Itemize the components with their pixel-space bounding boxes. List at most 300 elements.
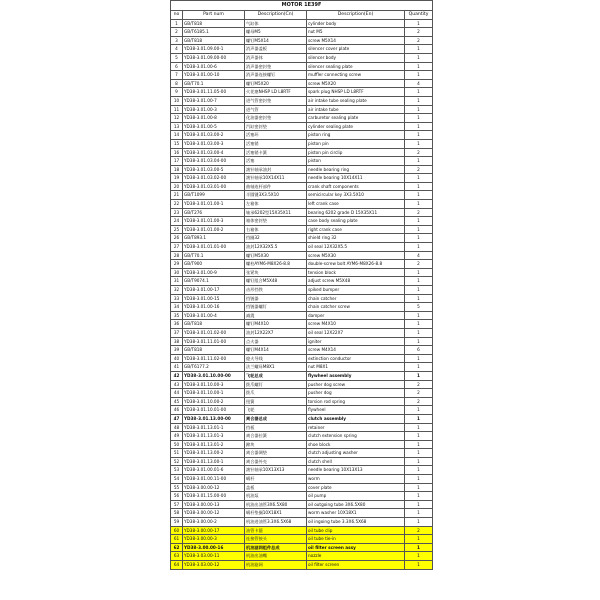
table-row — [171, 234, 433, 243]
cell-description-en: bearing 6202 grade D 15X35X11 — [307, 208, 405, 217]
cell-no: 17 — [171, 157, 183, 166]
cell-description-cn: 机油出油管3X6.5X80 — [245, 500, 307, 509]
cell-quantity: 1 — [405, 191, 433, 200]
cell-no: 43 — [171, 380, 183, 389]
cell-description-en: spiked bumper — [307, 286, 405, 295]
cell-part-num: YD38-3.01.11.02-00 — [183, 354, 245, 363]
parts-table — [170, 0, 433, 570]
cell-quantity: 1 — [405, 414, 433, 423]
cell-no: 57 — [171, 500, 183, 509]
cell-description-en: oil pump — [307, 492, 405, 501]
cell-description-cn: 熄火导线 — [245, 354, 307, 363]
cell-description-en: oil tube clip — [307, 526, 405, 535]
cell-quantity: 1 — [405, 45, 433, 54]
cell-no: 30 — [171, 268, 183, 277]
table-row — [171, 277, 433, 286]
header-no: no — [171, 11, 183, 20]
table-row — [171, 389, 433, 398]
cell-part-num: YD38-3.01.01.00-1 — [183, 200, 245, 209]
cell-description-cn: 法兰螺母M8X1 — [245, 363, 307, 372]
cell-no: 58 — [171, 509, 183, 518]
cell-no: 4 — [171, 45, 183, 54]
cell-description-cn: 离合器拉簧 — [245, 432, 307, 441]
cell-description-cn: 消声器密封垫 — [245, 62, 307, 71]
cell-quantity: 6 — [405, 346, 433, 355]
cell-no: 27 — [171, 243, 183, 252]
cell-no: 21 — [171, 191, 183, 200]
cell-part-num: YD38-3.01.03.02-00 — [183, 174, 245, 183]
cell-part-num: YD38-3.00.00-12 — [183, 509, 245, 518]
table-row — [171, 328, 433, 337]
cell-description-cn: 挡链器 — [245, 294, 307, 303]
header-description-cn: Description(Cn) — [245, 11, 307, 20]
cell-part-num: YD38-3.01.11.01-00 — [183, 337, 245, 346]
cell-part-num: YD38-3.01.01.01-00 — [183, 243, 245, 252]
cell-no: 22 — [171, 200, 183, 209]
cell-quantity: 1 — [405, 371, 433, 380]
cell-no: 9 — [171, 88, 183, 97]
cell-description-en: igniter — [307, 337, 405, 346]
cell-description-cn: 张紧块 — [245, 268, 307, 277]
cell-description-en: screw M4X14 — [307, 346, 405, 355]
cell-part-num: YD38-3.01.11.05-00 — [183, 88, 245, 97]
cell-part-num: YD38-3.01.13.00-00 — [183, 414, 245, 423]
table-row — [171, 518, 433, 527]
cell-quantity: 2 — [405, 260, 433, 269]
cell-no: 39 — [171, 346, 183, 355]
cell-part-num: YD38-3.01.00-9 — [183, 268, 245, 277]
cell-description-en: retainer — [307, 423, 405, 432]
header-part-num: Part num — [183, 11, 245, 20]
cell-description-cn: 右箱体 — [245, 225, 307, 234]
cell-description-cn: 活塞环 — [245, 131, 307, 140]
table-row — [171, 457, 433, 466]
table-row — [171, 200, 433, 209]
cell-part-num: YD38-3.01.00-5 — [183, 122, 245, 131]
cell-quantity: 1 — [405, 500, 433, 509]
cell-quantity: 1 — [405, 328, 433, 337]
cell-quantity: 1 — [405, 475, 433, 484]
cell-description-cn: 机油出油嘴 — [245, 552, 307, 561]
cell-quantity: 1 — [405, 19, 433, 28]
table-row — [171, 243, 433, 252]
table-row — [171, 363, 433, 372]
cell-description-cn: 火花塞NHSP LD L8RTF — [245, 88, 307, 97]
cell-description-en: carburetor sealing plate — [307, 114, 405, 123]
cell-description-en: nut M5 — [307, 28, 405, 37]
cell-part-num: YD38-3.01.00.11-00 — [183, 475, 245, 484]
cell-no: 36 — [171, 320, 183, 329]
cell-no: 38 — [171, 337, 183, 346]
table-row — [171, 148, 433, 157]
cell-quantity: 1 — [405, 311, 433, 320]
cell-part-num: GB/T818 — [183, 320, 245, 329]
table-row — [171, 526, 433, 535]
cell-no: 23 — [171, 208, 183, 217]
cell-description-cn: 消声器体 — [245, 53, 307, 62]
table-row — [171, 449, 433, 458]
cell-no: 44 — [171, 389, 183, 398]
cell-no: 2 — [171, 28, 183, 37]
cell-no: 12 — [171, 114, 183, 123]
cell-description-cn: 拨爪 — [245, 389, 307, 398]
cell-description-cn: 滚针轴承10X13X13 — [245, 466, 307, 475]
cell-part-num: YD38-3.01.01.00-2 — [183, 225, 245, 234]
cell-quantity: 1 — [405, 457, 433, 466]
cell-description-en: silencer cover plate — [307, 45, 405, 54]
table-row — [171, 509, 433, 518]
table-row — [171, 543, 433, 552]
cell-part-num: GB/T6185.1 — [183, 28, 245, 37]
cell-part-num: YD38-3.01.00.01-6 — [183, 466, 245, 475]
cell-part-num: YD38-3.01.00-17 — [183, 286, 245, 295]
cell-quantity: 1 — [405, 432, 433, 441]
cell-description-cn: 蹄块 — [245, 440, 307, 449]
cell-description-cn: 机油泵 — [245, 492, 307, 501]
cell-description-cn: 螺钉组合M5X48 — [245, 277, 307, 286]
cell-part-num: GB/T818 — [183, 346, 245, 355]
cell-description-en: chain catcher — [307, 294, 405, 303]
table-row — [171, 105, 433, 114]
cell-part-num: YD38-3.01.09.00-1 — [183, 45, 245, 54]
cell-quantity: 1 — [405, 552, 433, 561]
cell-quantity: 2 — [405, 389, 433, 398]
cell-description-en: shoe block — [307, 440, 405, 449]
cell-part-num: YD38-3.01.03.00-4 — [183, 148, 245, 157]
table-row — [171, 475, 433, 484]
cell-quantity: 2 — [405, 28, 433, 37]
cell-description-en: spark plug NHSP LD L8RTF — [307, 88, 405, 97]
cell-part-num: YD38-3.00.00-16 — [183, 543, 245, 552]
cell-description-cn: 离合器总成 — [245, 414, 307, 423]
cell-no: 16 — [171, 148, 183, 157]
cell-description-cn: 进气管 — [245, 105, 307, 114]
cell-no: 7 — [171, 71, 183, 80]
cell-description-en: semicircular key 3X3.5X10 — [307, 191, 405, 200]
cell-description-en: oil filter screen assy — [307, 543, 405, 552]
cell-description-en: silencer body — [307, 53, 405, 62]
cell-part-num: YD38-3.01.00-10 — [183, 71, 245, 80]
cell-description-en: pusher dog — [307, 389, 405, 398]
table-row — [171, 320, 433, 329]
table-row — [171, 53, 433, 62]
cell-description-cn: 油封12X32X5.5 — [245, 243, 307, 252]
cell-quantity: 1 — [405, 337, 433, 346]
cell-description-en: air intake tube — [307, 105, 405, 114]
cell-description-en: shield ring 32 — [307, 234, 405, 243]
table-row — [171, 466, 433, 475]
cell-no: 49 — [171, 432, 183, 441]
cell-quantity: 1 — [405, 535, 433, 544]
cell-description-cn: 化油器密封垫 — [245, 114, 307, 123]
table-row — [171, 45, 433, 54]
cell-quantity: 1 — [405, 217, 433, 226]
cell-description-cn: 消声器盖板 — [245, 45, 307, 54]
cell-quantity: 1 — [405, 492, 433, 501]
table-row — [171, 294, 433, 303]
table-row — [171, 191, 433, 200]
cell-no: 41 — [171, 363, 183, 372]
cell-part-num: YD38-3.01.03.00-3 — [183, 139, 245, 148]
cell-description-en: worm washer 10X18X1 — [307, 509, 405, 518]
cell-part-num: YD38-3.01.00-4 — [183, 311, 245, 320]
cell-quantity: 1 — [405, 518, 433, 527]
cell-description-en: damper — [307, 311, 405, 320]
cell-description-cn: 飞轮 — [245, 406, 307, 415]
cell-quantity: 1 — [405, 122, 433, 131]
table-row — [171, 500, 433, 509]
cell-no: 24 — [171, 217, 183, 226]
cell-description-cn: 螺母M5 — [245, 28, 307, 37]
cell-description-en: cylinder sealing plate — [307, 122, 405, 131]
cell-description-cn: 滚针轴承油封 — [245, 165, 307, 174]
cell-no: 19 — [171, 174, 183, 183]
cell-description-en: worm — [307, 475, 405, 484]
cell-no: 8 — [171, 79, 183, 88]
table-row — [171, 561, 433, 570]
cell-description-en: torsion rod spring — [307, 397, 405, 406]
cell-quantity: 2 — [405, 165, 433, 174]
cell-description-cn: 螺钉M5X20 — [245, 79, 307, 88]
cell-quantity: 1 — [405, 96, 433, 105]
cell-quantity: 1 — [405, 294, 433, 303]
cell-description-cn: 滚针轴承10X14X11 — [245, 174, 307, 183]
cell-description-cn: 活塞销 — [245, 139, 307, 148]
cell-description-en: piston pin circlip — [307, 148, 405, 157]
cell-part-num: YD38-3.00.00-12 — [183, 483, 245, 492]
cell-quantity: 1 — [405, 406, 433, 415]
cell-no: 20 — [171, 182, 183, 191]
cell-quantity: 1 — [405, 561, 433, 570]
cell-description-cn: 机油滤网组件总成 — [245, 543, 307, 552]
cell-part-num: GB/T893.1 — [183, 234, 245, 243]
cell-quantity: 1 — [405, 423, 433, 432]
parts-list-sheet — [170, 0, 432, 600]
table-row — [171, 182, 433, 191]
cell-description-en: cover plate — [307, 483, 405, 492]
cell-description-en: oil seal 12X22X7 — [307, 328, 405, 337]
cell-quantity: 1 — [405, 234, 433, 243]
cell-quantity: 1 — [405, 88, 433, 97]
table-row — [171, 303, 433, 312]
table-row — [171, 371, 433, 380]
cell-no: 63 — [171, 552, 183, 561]
table-row — [171, 286, 433, 295]
cell-quantity: 1 — [405, 53, 433, 62]
cell-part-num: YD38-3.03.00-11 — [183, 552, 245, 561]
cell-no: 29 — [171, 260, 183, 269]
table-row — [171, 311, 433, 320]
cell-description-en: screw M5X30 — [307, 251, 405, 260]
cell-part-num: GB/T818 — [183, 36, 245, 45]
cell-description-cn: 汽缸密封垫 — [245, 122, 307, 131]
table-row — [171, 552, 433, 561]
cell-no: 6 — [171, 62, 183, 71]
table-row — [171, 174, 433, 183]
cell-description-en: clutch extension spring — [307, 432, 405, 441]
cell-quantity: 4 — [405, 79, 433, 88]
table-row — [171, 139, 433, 148]
cell-quantity: 1 — [405, 466, 433, 475]
table-row — [171, 62, 433, 71]
table-row — [171, 165, 433, 174]
cell-no: 46 — [171, 406, 183, 415]
table-row — [171, 440, 433, 449]
cell-no: 54 — [171, 475, 183, 484]
cell-no: 31 — [171, 277, 183, 286]
cell-quantity: 1 — [405, 268, 433, 277]
cell-description-cn: 活塞 — [245, 157, 307, 166]
cell-part-num: YD38-3.01.13.00-2 — [183, 449, 245, 458]
cell-part-num: YD38-3.00.00-17 — [183, 526, 245, 535]
cell-description-en: needle bearing ring — [307, 165, 405, 174]
cell-no: 25 — [171, 225, 183, 234]
cell-description-en: screw M4X10 — [307, 320, 405, 329]
table-row — [171, 432, 433, 441]
cell-no: 14 — [171, 131, 183, 140]
cell-quantity: 1 — [405, 105, 433, 114]
cell-part-num: YD38-3.01.10.00-00 — [183, 371, 245, 380]
cell-description-en: oil seal 12X32X5.5 — [307, 243, 405, 252]
cell-quantity: 1 — [405, 543, 433, 552]
table-row — [171, 131, 433, 140]
cell-quantity: 1 — [405, 114, 433, 123]
cell-quantity: 1 — [405, 174, 433, 183]
table-row — [171, 71, 433, 80]
cell-description-en: screw M5X20 — [307, 79, 405, 88]
cell-quantity: 1 — [405, 131, 433, 140]
cell-no: 18 — [171, 165, 183, 174]
table-row — [171, 225, 433, 234]
cell-part-num: YD38-3.01.03.00-5 — [183, 165, 245, 174]
table-row — [171, 535, 433, 544]
title-row — [171, 1, 433, 11]
cell-description-en: oil tube tie-in — [307, 535, 405, 544]
cell-no: 11 — [171, 105, 183, 114]
cell-no: 61 — [171, 535, 183, 544]
cell-description-cn: 扭簧 — [245, 397, 307, 406]
cell-description-cn: 机油滤网 — [245, 561, 307, 570]
cell-no: 60 — [171, 526, 183, 535]
header-row — [171, 11, 433, 20]
cell-description-en: extinction conductor — [307, 354, 405, 363]
cell-no: 15 — [171, 139, 183, 148]
table-row — [171, 114, 433, 123]
cell-part-num: YD38-3.01.03.04-00 — [183, 157, 245, 166]
table-row — [171, 414, 433, 423]
cell-no: 40 — [171, 354, 183, 363]
cell-description-cn: 曲轴连杆部件 — [245, 182, 307, 191]
cell-description-cn: 螺柱AYM6-M8X26-8.8 — [245, 260, 307, 269]
cell-quantity: 1 — [405, 286, 433, 295]
cell-part-num: YD38-3.01.09.00-00 — [183, 53, 245, 62]
cell-description-en: nozzle — [307, 552, 405, 561]
cell-part-num: YD38-3.01.00-16 — [183, 303, 245, 312]
cell-description-cn: 减震 — [245, 311, 307, 320]
cell-part-num: GB/T1099 — [183, 191, 245, 200]
cell-part-num: YD38-3.01.10.00-1 — [183, 389, 245, 398]
cell-description-en: case body sealing plate — [307, 217, 405, 226]
table-row — [171, 122, 433, 131]
cell-description-en: piston ring — [307, 131, 405, 140]
cell-quantity: 1 — [405, 354, 433, 363]
cell-description-en: flywheel assembly — [307, 371, 405, 380]
cell-description-en: cylinder body — [307, 19, 405, 28]
cell-quantity: 1 — [405, 182, 433, 191]
cell-part-num: YD38-3.01.10.00-3 — [183, 380, 245, 389]
cell-no: 48 — [171, 423, 183, 432]
cell-description-en: needle bearing 10X14X11 — [307, 174, 405, 183]
cell-no: 62 — [171, 543, 183, 552]
cell-part-num: GB/T276 — [183, 208, 245, 217]
cell-no: 53 — [171, 466, 183, 475]
cell-description-cn: 拨爪螺钉 — [245, 380, 307, 389]
cell-description-en: muffler connecting screw — [307, 71, 405, 80]
cell-description-cn: 螺钉M4X10 — [245, 320, 307, 329]
header-description-en: Description(En) — [307, 11, 405, 20]
table-row — [171, 260, 433, 269]
cell-no: 33 — [171, 294, 183, 303]
cell-part-num: YD38-3.00.00-13 — [183, 500, 245, 509]
table-row — [171, 217, 433, 226]
cell-description-cn: 进气管密封垫 — [245, 96, 307, 105]
cell-description-en: clutch adjusting washer — [307, 449, 405, 458]
cell-description-cn: 蜗杆 — [245, 475, 307, 484]
cell-description-cn: 盖板 — [245, 483, 307, 492]
cell-part-num: YD38-3.01.00-3 — [183, 105, 245, 114]
cell-quantity: 1 — [405, 449, 433, 458]
cell-description-cn: 油封12X22X7 — [245, 328, 307, 337]
cell-description-en: clutch assembly — [307, 414, 405, 423]
table-row — [171, 251, 433, 260]
cell-description-en: silencer sealing plate — [307, 62, 405, 71]
cell-quantity: 1 — [405, 320, 433, 329]
cell-description-en: crank shaft components — [307, 182, 405, 191]
table-row — [171, 157, 433, 166]
cell-no: 35 — [171, 311, 183, 320]
cell-part-num: YD38-3.01.00-7 — [183, 96, 245, 105]
cell-part-num: GB/T6177.2 — [183, 363, 245, 372]
cell-quantity: 1 — [405, 440, 433, 449]
table-row — [171, 19, 433, 28]
cell-part-num: GB/T70.1 — [183, 251, 245, 260]
cell-part-num: YD38-3.00.00-3 — [183, 535, 245, 544]
cell-description-en: adjust screw M5X48 — [307, 277, 405, 286]
cell-description-cn: 气缸体 — [245, 19, 307, 28]
cell-description-cn: 左箱体 — [245, 200, 307, 209]
cell-quantity: 1 — [405, 200, 433, 209]
cell-quantity: 4 — [405, 251, 433, 260]
cell-part-num: YD38-3.01.03.00-2 — [183, 131, 245, 140]
cell-description-cn: 挡链器螺钉 — [245, 303, 307, 312]
table-row — [171, 380, 433, 389]
cell-no: 55 — [171, 483, 183, 492]
cell-description-cn: 半圆键3X3.5X10 — [245, 191, 307, 200]
table-row — [171, 483, 433, 492]
table-row — [171, 28, 433, 37]
cell-part-num: GB/T818 — [183, 19, 245, 28]
cell-no: 5 — [171, 53, 183, 62]
cell-part-num: YD38-3.01.10.01-00 — [183, 406, 245, 415]
cell-part-num: YD38-3.01.13.00-1 — [183, 457, 245, 466]
cell-quantity: 2 — [405, 208, 433, 217]
cell-no: 26 — [171, 234, 183, 243]
cell-quantity: 1 — [405, 509, 433, 518]
cell-part-num: YD38-3.03.00-12 — [183, 561, 245, 570]
cell-part-num: YD38-3.01.13.01-3 — [183, 432, 245, 441]
cell-description-cn: 螺钉M5X14 — [245, 36, 307, 45]
cell-no: 34 — [171, 303, 183, 312]
